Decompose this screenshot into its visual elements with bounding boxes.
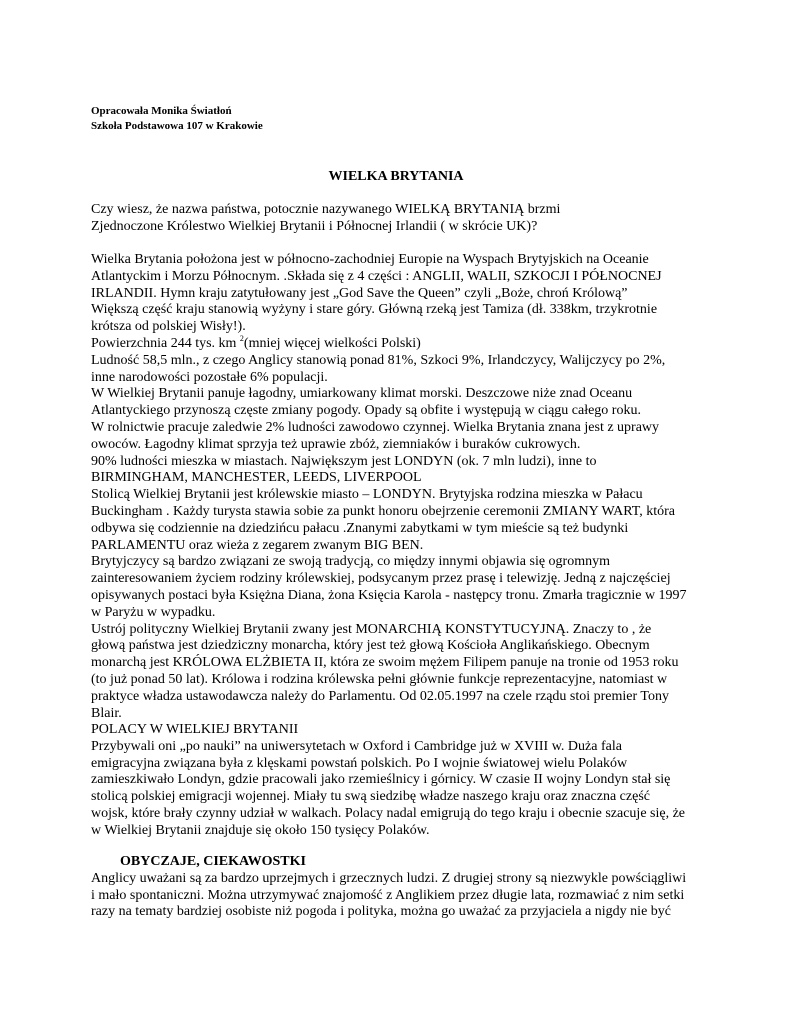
text-line: zamieszkiwało Londyn, gdzie pracowali jako rzemieślnicy i górnicy. W czasie II wojny Londyn stał się — [91, 772, 671, 788]
text-line: wojsk, które brały czynny udział w walkach. Polacy nadal emigrują do tego kraju i obecnie szacuje się, że — [91, 805, 686, 821]
area-superscript: 2 — [239, 333, 244, 343]
text-line: w Paryżu w wypadku. — [91, 604, 216, 620]
text-line: Przybywali oni „po nauki” na uniwersytetach w Oxford i Cambridge już w XVIII w. Duża fala — [91, 738, 622, 754]
text-line: (to już ponad 50 lat). Królowa i rodzina królewska pełni głównie funkcje reprezentacyjne, natomiast w — [91, 671, 668, 687]
author-block — [91, 104, 263, 134]
text-line: zainteresowaniem życiem rodziny królewskiej, podsycanym przez prasę i telewizję. Jedną z najczęściej — [91, 571, 671, 587]
text-line: Atlantyckim i Morzu Północnym. .Składa się z 4 części : ANGLII, WALII, SZKOCJI I PÓŁNOCNEJ — [91, 268, 662, 284]
text-line: Atlantyckiego przynoszą częste zmiany pogody. Opady są obfite i występują w ciągu całego roku. — [91, 403, 641, 419]
text-line: IRLANDII. Hymn kraju zatytułowany jest „God Save the Queen” czyli „Boże, chroń Królową” — [91, 285, 628, 301]
school-name: Szkoła Podstawowa 107 w Krakowie — [91, 120, 263, 132]
text-line: Anglicy uważani są za bardzo uprzejmych i grzecznych ludzi. Z drugiej strony są niezwykle powściągliwi — [91, 870, 687, 886]
text-line: emigracyjna związana była z klęskami powstań polskich. Po I wojnie światowej wielu Polaków — [91, 755, 628, 771]
text-line: Stolicą Wielkiej Brytanii jest królewskie miasto – LONDYN. Brytyjska rodzina mieszka w Pałacu — [91, 487, 643, 503]
text-line: głową państwa jest dziedziczny monarcha, który jest też głową Kościoła Anglikańskiego. Obecnym — [91, 638, 650, 654]
text-line: odbywa się codziennie na dziedzińcu pałacu .Znanymi zabytkami w tym mieście są też budynki — [91, 520, 629, 536]
text-line: owoców. Łagodny klimat sprzyja też uprawie zbóż, ziemniaków i buraków cukrowych. — [91, 436, 581, 452]
polacy-section — [91, 722, 685, 840]
text-line: razy na tematy bardziej osobiste niż pogoda i polityka, można go uważać za przyjaciela a nigdy nie być — [91, 904, 671, 920]
text-line: PARLAMENTU oraz wieża z zegarem zwanym BIG BEN. — [91, 537, 424, 553]
text-line: w Wielkiej Brytanii znajduje się około 150 tysięcy Polaków. — [91, 822, 430, 838]
text-line: 90% ludności mieszka w miastach. Największym jest LONDYN (ok. 7 mln ludzi), inne to — [91, 453, 597, 469]
document-title: WIELKA BRYTANIA — [328, 169, 464, 184]
text-line: BIRMINGHAM, MANCHESTER, LEEDS, LIVERPOOL — [91, 470, 422, 486]
text-line: Wielka Brytania położona jest w północno-zachodniej Europie na Wyspach Brytyjskich na Oceanie — [91, 252, 649, 267]
text-line: opisywanych postaci była Księżna Diana, żona Księcia Karola - następcy tronu. Zmarła tragicznie w 1997 — [91, 587, 687, 603]
text-line: inne narodowości pozostałe 6% populacji. — [91, 369, 328, 385]
text-line: Czy wiesz, że nazwa państwa, potocznie nazywanego WIELKĄ BRYTANIĄ brzmi — [91, 202, 561, 217]
intro-paragraph — [91, 202, 560, 236]
text-line: krótsza od polskiej Wisły!). — [91, 319, 246, 335]
area-suffix: (mniej więcej wielkości Polski) — [243, 335, 421, 351]
text-line: Buckingham . Każdy turysta stawia sobie za punkt honoru obejrzenie ceremonii ZMIANY WART, która — [91, 503, 676, 519]
author-name: Opracowała Monika Światłoń — [91, 105, 232, 117]
section-heading: POLACY W WIELKIEJ BRYTANII — [91, 722, 299, 737]
text-line: W rolnictwie pracuje zaledwie 2% ludności zawodowo czynnej. Wielka Brytania znana jest z uprawy — [91, 419, 660, 435]
text-line: stolicą polskiej emigracji wojennej. Miały tu swą siedzibę władze naszego kraju oraz znaczna część — [91, 789, 650, 805]
text-line: i mało spontaniczni. Można utrzymywać znajomość z Anglikiem przez długie lata, rozmawiać z nim setki — [91, 887, 685, 903]
section-heading: OBYCZAJE, CIEKAWOSTKI — [120, 854, 306, 869]
text-line: W Wielkiej Brytanii panuje łagodny, umiarkowany klimat morski. Deszczowe niże znad Oceanu — [91, 386, 633, 402]
text-line: Blair. — [91, 705, 122, 721]
text-line: Większą część kraju stanowią wyżyny i stare góry. Główną rzeką jest Tamiza (dł. 338km, trzykrotnie — [91, 302, 658, 318]
main-paragraph — [91, 252, 687, 722]
obyczaje-section — [91, 854, 686, 921]
area-line — [91, 333, 687, 353]
area-prefix: Powierzchnia 244 tys. km — [91, 335, 240, 351]
text-line: Brytyjczycy są bardzo związani ze swoją tradycją, co między innymi objawia się ogromnym — [91, 554, 610, 570]
text-line: Ludność 58,5 mln., z czego Anglicy stanowią ponad 81%, Szkoci 9%, Irlandczycy, Walijczycy po 2%, — [91, 352, 666, 368]
text-line: Zjednoczone Królestwo Wielkiej Brytanii i Północnej Irlandii ( w skrócie UK)? — [91, 218, 538, 234]
text-line: praktyce władza ustawodawcza należy do Parlamentu. Od 02.05.1997 na czele rządu stoi premier Tony — [91, 688, 669, 704]
text-line: Ustrój polityczny Wielkiej Brytanii zwany jest MONARCHIĄ KONSTYTUCYJNĄ. Znaczy to , że — [91, 621, 652, 637]
text-line: monarchą jest KRÓLOWA ELŻBIETA II, która ze swoim mężem Filipem panuje na tronie od 1953 roku — [91, 655, 679, 671]
